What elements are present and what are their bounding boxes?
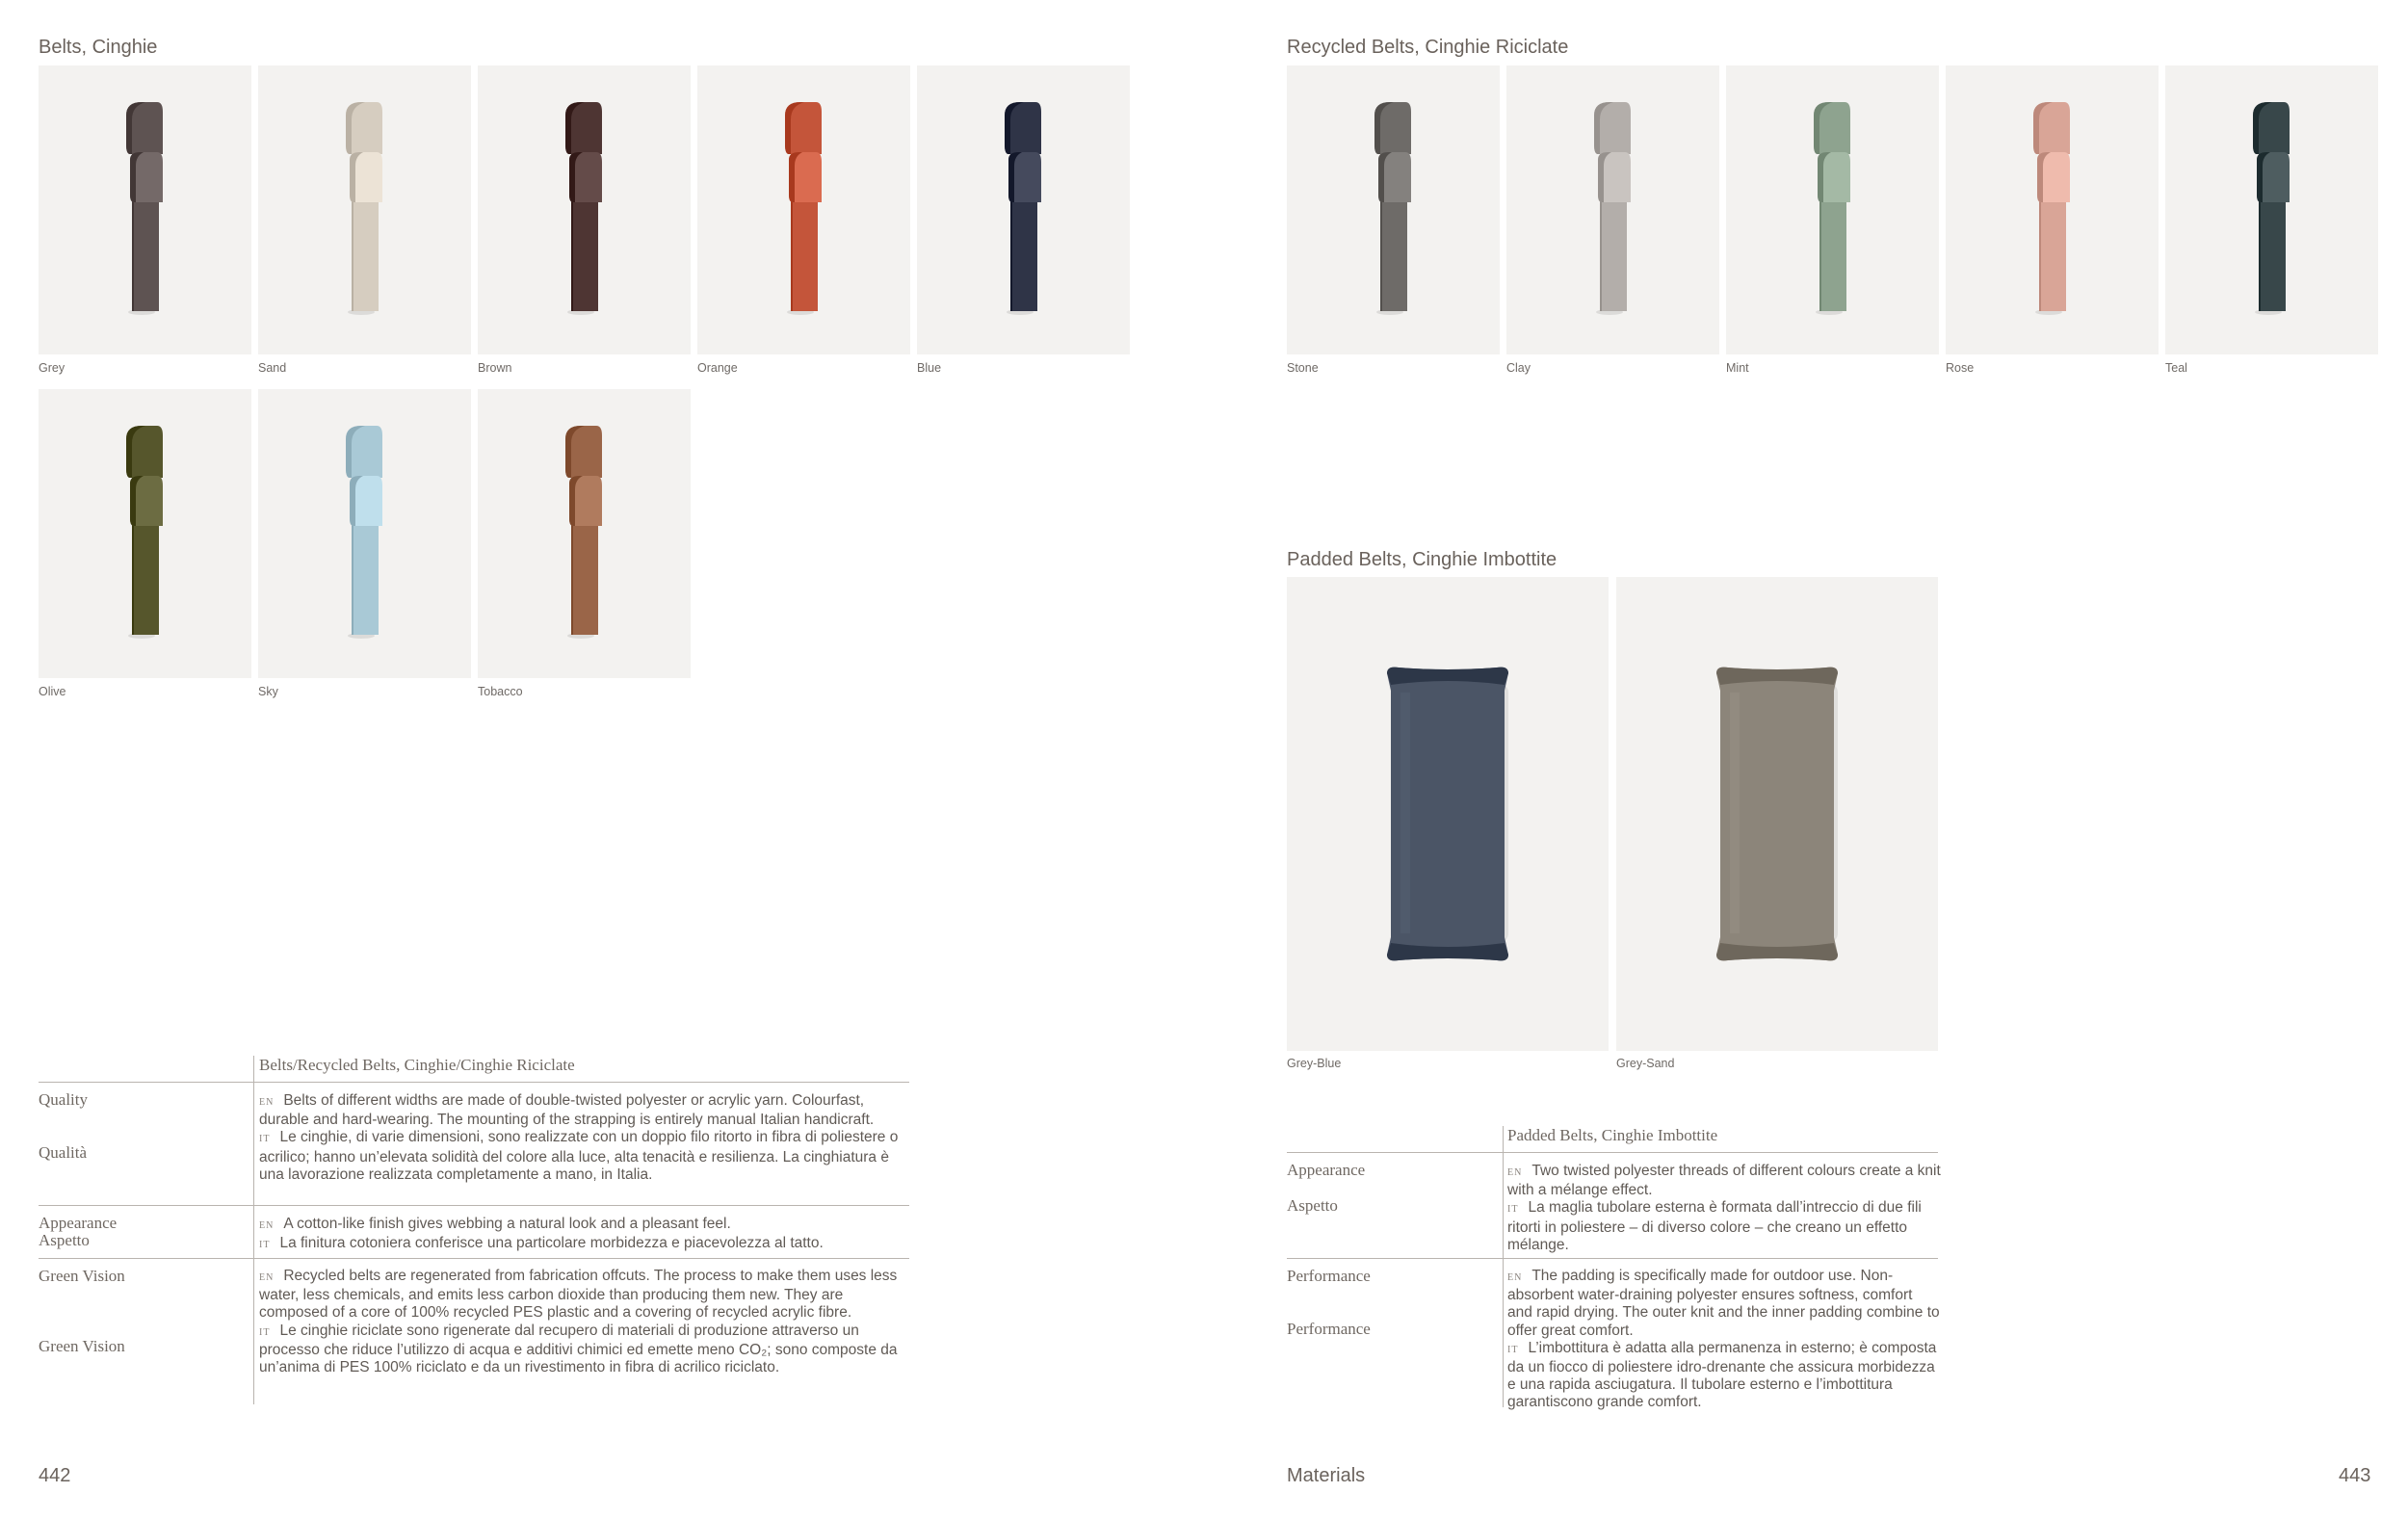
swatch-caption: Sand [258,361,287,375]
footer-section-name: Materials [1287,1465,1366,1486]
padded-text-appearance: EN Two twisted polyester threads of different colours create a knit with a mélange effect. IT La maglia tubolare esterna è formata dall’intreccio di due fili ritorti in poliestere – di diverso colore – che creano un effetto mélange. [1507,1163,1941,1253]
swatch-caption: Rose [1946,361,1975,375]
recycled-belt-swatch-stone [1287,65,1500,354]
swatch-caption: Clay [1506,361,1531,375]
padded-label-aspetto: Aspetto [1287,1196,1338,1215]
padded-label-appearance: Appearance [1287,1161,1366,1179]
spec-table-divider [253,1056,254,1404]
lang-tag-it: IT [259,1134,271,1145]
belt-swatch-sand [258,65,471,354]
swatch-caption: Grey-Blue [1287,1057,1342,1070]
lang-tag-en: EN [1507,1272,1523,1283]
recycled-belt-swatch-mint [1726,65,1939,354]
belt-swatch-brown [478,65,691,354]
padded-table-rule [1287,1258,1938,1259]
padded-text-performance: EN The padding is specifically made for outdoor use. Non-absorbent water-draining polyester ensures softness, comfort and rapid drying. The outer knit and the inner padding combine to offer great comfort. IT L’imbottitura è adatta alla permanenza in esterno; è composta da un fiocco di poliestere idro-drenante che assicura morbidezza e una rapida asciugatura. Il tubolare esterno e l’imbottitura garantiscono grande comfort. [1507,1268,1940,1411]
lang-tag-it: IT [1507,1344,1519,1355]
rolled-belt-image [1995,94,2110,326]
padded-swatch-grey-blue [1287,577,1609,1051]
swatch-caption: Stone [1287,361,1319,375]
rolled-belt-image [307,94,423,326]
belt-swatch-sky [258,389,471,678]
rolled-belt-image [307,418,423,649]
rolled-belt-image [966,94,1082,326]
padded-table-rule [1287,1152,1938,1153]
recycled-belt-swatch-rose [1946,65,2159,354]
swatch-caption: Sky [258,685,278,698]
row-label-qualita: Qualità [39,1143,88,1162]
lang-tag-en: EN [1507,1167,1523,1178]
lang-tag-en: EN [259,1097,275,1108]
row-label-aspetto: Aspetto [39,1231,90,1249]
padded-table-header: Padded Belts, Cinghie Imbottite [1507,1126,1718,1144]
padded-belt-image [1616,577,1938,1051]
recycled-belt-swatch-clay [1506,65,1719,354]
lang-tag-it: IT [259,1326,271,1338]
swatch-caption: Teal [2165,361,2187,375]
padded-label-performance: Performance [1287,1267,1371,1285]
rolled-belt-image [88,94,203,326]
swatch-caption: Tobacco [478,685,523,698]
lang-tag-it: IT [1507,1204,1519,1216]
page-number-left: 442 [39,1465,71,1486]
swatch-caption: Mint [1726,361,1749,375]
row-label-green-vision: Green Vision [39,1267,125,1285]
padded-label-performance-it: Performance [1287,1320,1371,1338]
rolled-belt-image [527,94,642,326]
rolled-belt-image [1775,94,1891,326]
row-text-quality: EN Belts of different widths are made of double-twisted polyester or acrylic yarn. Colourfast, durable and hard-wearing. The mounting of the strapping is entirely manual Italian handicraft. IT Le cinghie, di varie dimensioni, sono realizzate con un doppio filo ritorto in fibra di poliestere o acrilico; hanno un’elevata solidità del colore alla luce, alta tenacità e resilienza. La cinghiatura è una lavorazione realizzata completamente a mano, in Italia. [259,1092,899,1183]
lang-tag-en: EN [259,1272,275,1283]
rolled-belt-image [1336,94,1452,326]
row-text-green-vision: EN Recycled belts are regenerated from fabrication offcuts. The process to make them uses less water, less chemicals, and emits less carbon dioxide than producing them new. They are composed of a core of 100% recycled PES plastic and a covering of recycled acrylic fibre. IT Le cinghie riciclate sono rigenerate dal recupero di materiali di produzione attraverso un processo che riduce l’utilizzo di acqua e additivi chimici ed emette meno CO₂; sono composte da un’anima di PES 100% riciclato e da un rivestimento in fibra di acrilico riciclato. [259,1268,898,1376]
belt-swatch-tobacco [478,389,691,678]
row-text-appearance: EN A cotton-like finish gives webbing a natural look and a pleasant feel. IT La finitura cotoniera conferisce una particolare morbidezza e piacevolezza al tatto. [259,1216,824,1252]
swatch-caption: Brown [478,361,512,375]
spec-table-rule [39,1082,909,1083]
padded-belt-image [1287,577,1609,1051]
row-label-green-vision-it: Green Vision [39,1337,125,1355]
rolled-belt-image [88,418,203,649]
rolled-belt-image [527,418,642,649]
swatch-caption: Olive [39,685,66,698]
padded-table-divider [1503,1126,1504,1407]
padded-section-title: Padded Belts, Cinghie Imbottite [1287,549,1557,570]
rolled-belt-image [746,94,862,326]
recycled-belt-swatch-teal [2165,65,2378,354]
page-number-right: 443 [2339,1465,2371,1486]
row-label-appearance: Appearance [39,1214,118,1232]
swatch-caption: Blue [917,361,942,375]
recycled-section-title: Recycled Belts, Cinghie Riciclate [1287,37,1569,58]
spec-table-header: Belts/Recycled Belts, Cinghie/Cinghie Riciclate [259,1056,575,1074]
belt-swatch-grey [39,65,251,354]
rolled-belt-image [2214,94,2330,326]
spec-table-rule [39,1258,909,1259]
padded-swatch-grey-sand [1616,577,1938,1051]
belt-swatch-orange [697,65,910,354]
spec-table-rule [39,1205,909,1206]
row-label-quality: Quality [39,1090,88,1109]
swatch-caption: Orange [697,361,738,375]
swatch-caption: Grey [39,361,65,375]
lang-tag-en: EN [259,1220,275,1231]
lang-tag-it: IT [259,1240,271,1251]
belt-swatch-olive [39,389,251,678]
belt-swatch-blue [917,65,1130,354]
rolled-belt-image [1556,94,1671,326]
belts-section-title: Belts, Cinghie [39,37,158,58]
swatch-caption: Grey-Sand [1616,1057,1675,1070]
